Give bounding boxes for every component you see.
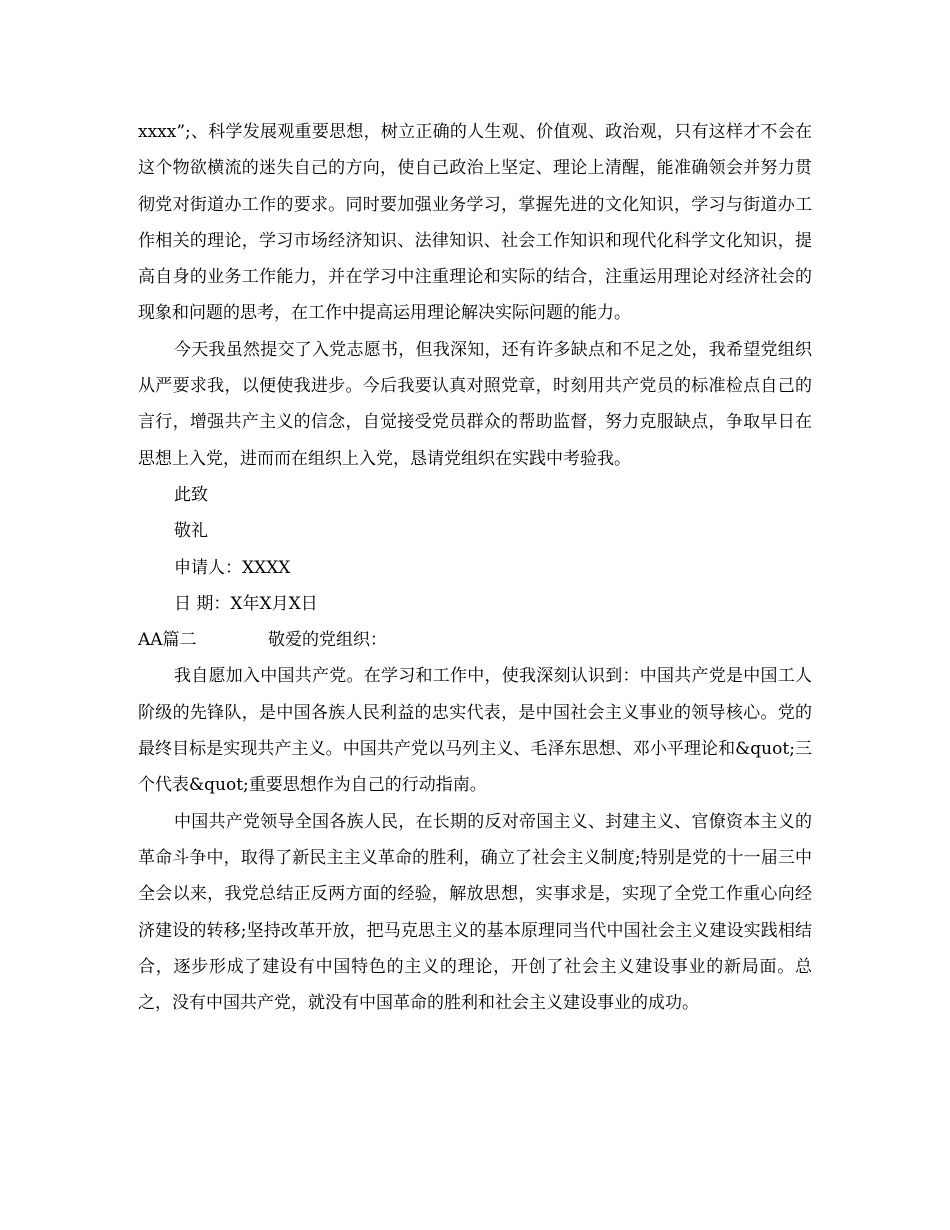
- date-line: 日 期：X年X月X日: [174, 593, 318, 614]
- section-label: AA篇二: [138, 630, 197, 651]
- closing-greeting-1: 此致: [174, 484, 208, 505]
- paragraph-continued: xxxx”;、科学发展观重要思想，树立正确的人生观、价值观、政治观，只有这样才不会在这个物欲横流的迷失自己的方向，使自己政治上坚定、理论上清醒，能准确领会并努力贯彻党对街道办工作的要求。同时要加强业务学习，掌握先进的文化知识，学习与街道办工作相关的理论，学习市场经济知识、法律知识、社会工作知识和现代化科学文化知识，提高自身的业务工作能力，并在学习中注重理论和实际的结合，注重运用理论对经济社会的现象和问题的思考，在工作中提高运用理论解决实际问题的能力。: [138, 122, 812, 324]
- document-body: [138, 114, 812, 1021]
- paragraph-commitment: 今天我虽然提交了入党志愿书，但我深知，还有许多缺点和不足之处，我希望党组织从严要求我，以便使我进步。今后我要认真对照党章，时刻用共产党员的标准检点自己的言行，增强共产主义的信念，自觉接受党员群众的帮助监督，努力克服缺点，争取早日在思想上入党，进而而在组织上入党，恳请党组织在实践中考验我。: [138, 339, 812, 469]
- salutation: 敬爱的党组织：: [268, 630, 387, 651]
- applicant-line: 申请人：XXXX: [174, 557, 291, 578]
- section-heading: [138, 622, 812, 658]
- paragraph-application: 我自愿加入中国共产党。在学习和工作中，使我深刻认识到：中国共产党是中国工人阶级的先锋队，是中国各族人民利益的忠实代表，是中国社会主义事业的领导核心。党的最终目标是实现共产主义。中国共产党以马列主义、毛泽东思想、邓小平理论和&quot;三个代表&quot;重要思想作为自己的行动指南。: [138, 666, 812, 796]
- closing-greeting-2: 敬礼: [174, 521, 208, 542]
- paragraph-history: 中国共产党领导全国各族人民，在长期的反对帝国主义、封建主义、官僚资本主义的革命斗争中，取得了新民主主义革命的胜利，确立了社会主义制度;特别是党的十一届三中全会以来，我党总结正反两方面的经验，解放思想，实事求是，实现了全党工作重心向经济建设的转移;坚持改革开放，把马克思主义的基本原理同当代中国社会主义建设实践相结合，逐步形成了建设有中国特色的主义的理论，开创了社会主义建设事业的新局面。总之，没有中国共产党，就没有中国革命的胜利和社会主义建设事业的成功。: [138, 811, 812, 1014]
